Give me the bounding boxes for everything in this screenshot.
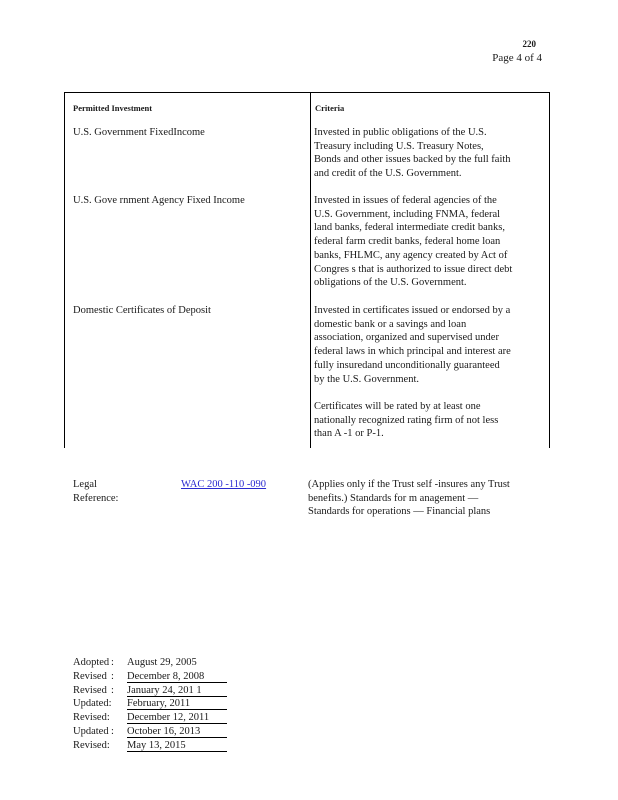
header-criteria: Criteria xyxy=(315,103,345,113)
row-3-criteria: Invested in certificates issued or endorsed by a domestic bank or a savings and loan association, organized and supervised under federal laws in which principal and interest are fully insuredand unconditionally guaranteed by the U.S. Government. Certificates will be rated by at least one nationally recognized rating firm of not less than A -1 or P-1. xyxy=(314,305,511,440)
wac-link[interactable]: WAC 200 -110 -090 xyxy=(181,479,267,490)
column-divider xyxy=(310,93,311,448)
header-permitted-investment: Permitted Investment xyxy=(73,103,153,113)
page-number: 220 xyxy=(522,39,536,49)
row-1-investment: U.S. Government FixedIncome xyxy=(73,127,205,138)
row-2-investment: U.S. Gove rnment Agency Fixed Income xyxy=(73,195,245,206)
row-3-investment: Domestic Certificates of Deposit xyxy=(73,305,211,316)
row-2-criteria: Invested in issues of federal agencies of the U.S. Government, including FNMA, federal land banks, federal intermediate credit banks, federal farm credit banks, federal home loan banks, FHLMC, any agency created by Act of Congres s that is authorized to issue direct debt obligations of the U.S. Government. xyxy=(314,195,513,289)
legal-reference-label: Legal Reference: xyxy=(73,479,119,504)
legal-reference-description: (Applies only if the Trust self -insures any Trust benefits.) Standards for m anagement — Standards for operations — Financial plans xyxy=(308,479,510,518)
page-of-label: Page 4 of 4 xyxy=(492,52,542,64)
row-1-criteria: Invested in public obligations of the U.S. Treasury including U.S. Treasury Notes, Bonds and other issues backed by the full faith and credit of the U.S. Government. xyxy=(314,127,511,180)
investment-table xyxy=(64,92,550,448)
